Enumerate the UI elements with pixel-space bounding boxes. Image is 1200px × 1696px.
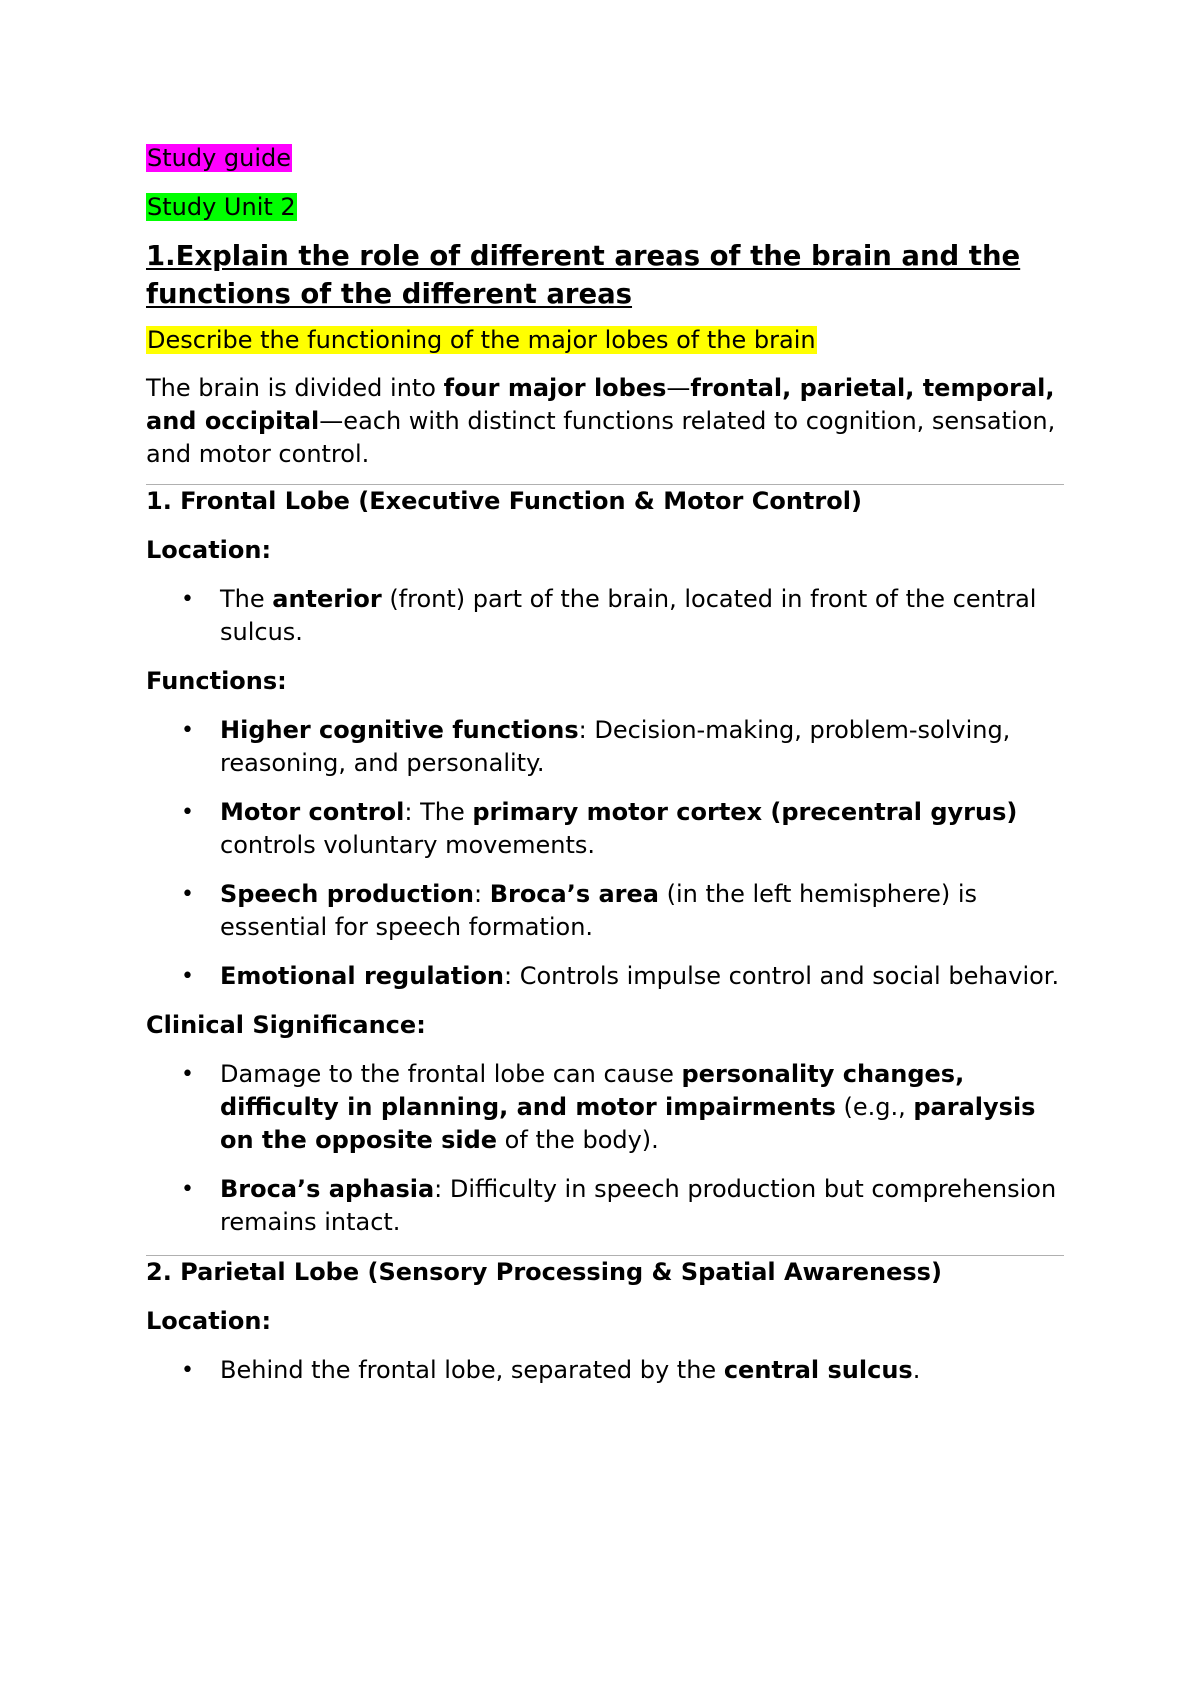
item-text: (e.g., — [835, 1093, 914, 1121]
frontal-lobe-title: 1. Frontal Lobe (Executive Function & Motor Control) — [146, 487, 862, 515]
item-text: Behind the frontal lobe, separated by the — [220, 1356, 724, 1384]
item-text: controls voluntary movements. — [220, 831, 596, 859]
bullet-icon: • — [181, 882, 194, 907]
frontal-functions-label: Functions: — [146, 667, 287, 695]
item-text: Damage to the frontal lobe can cause — [220, 1060, 682, 1088]
study-guide-highlight: Study guide — [147, 144, 292, 172]
item-text: (front) part of the brain, located in front of the central sulcus. — [220, 585, 1037, 646]
intro-text-3: —each with distinct functions related to cognition, sensation, and motor control. — [146, 407, 1056, 468]
list-item — [146, 796, 1064, 862]
item-text: : Controls impulse control and social behavior. — [504, 962, 1060, 990]
document-body — [146, 142, 1064, 1403]
frontal-location-list — [146, 583, 1064, 649]
study-unit-highlight: Study Unit 2 — [147, 193, 296, 221]
bullet-icon: • — [181, 718, 194, 743]
intro-text-2: — — [666, 374, 691, 402]
bullet-icon: • — [181, 1358, 194, 1383]
study-unit-label — [146, 191, 1064, 224]
item-text: : Decision-making, problem-solving, reasoning, and personality. — [220, 716, 1011, 777]
bullet-icon: • — [181, 1062, 194, 1087]
item-bold: paralysis on the opposite side — [220, 1093, 1036, 1154]
intro-bold-2: frontal, parietal, temporal, and occipital — [146, 374, 1055, 435]
parietal-location-label: Location: — [146, 1307, 272, 1335]
study-guide-label — [146, 142, 1064, 175]
item-bold: primary motor cortex (precentral gyrus) — [472, 798, 1018, 826]
list-item — [146, 1173, 1064, 1239]
item-text: : — [473, 880, 490, 908]
item-bold: Broca’s area — [489, 880, 659, 908]
main-heading-line1: 1.Explain the role of different areas of the brain and the — [146, 240, 1021, 272]
bullet-icon: • — [181, 964, 194, 989]
item-text: The — [220, 585, 273, 613]
list-item — [146, 583, 1064, 649]
main-heading — [146, 237, 1064, 313]
frontal-clinical-label: Clinical Significance: — [146, 1011, 426, 1039]
main-heading-line2: functions of the different areas — [146, 278, 633, 310]
item-bold: personality changes, difficulty in planning, and motor impairments — [220, 1060, 965, 1121]
item-bold: Motor control — [220, 798, 405, 826]
frontal-clinical-list — [146, 1058, 1064, 1239]
item-text: . — [912, 1356, 921, 1384]
describe-prompt-highlight: Describe the functioning of the major lobes of the brain — [147, 326, 816, 354]
item-bold: Higher cognitive functions — [220, 716, 579, 744]
intro-paragraph — [146, 372, 1064, 471]
item-text: of the body). — [497, 1126, 659, 1154]
bullet-icon: • — [181, 1177, 194, 1202]
item-bold: Speech production — [220, 880, 474, 908]
list-item — [146, 714, 1064, 780]
list-item — [146, 1058, 1064, 1157]
list-item — [146, 1354, 1064, 1387]
bullet-icon: • — [181, 800, 194, 825]
item-bold: Emotional regulation — [220, 962, 505, 990]
item-bold: Broca’s aphasia — [220, 1175, 435, 1203]
item-text: : The — [404, 798, 473, 826]
intro-text-1: The brain is divided into — [146, 374, 444, 402]
item-bold: central sulcus — [723, 1356, 913, 1384]
frontal-functions-list — [146, 714, 1064, 993]
describe-prompt — [146, 324, 1064, 357]
frontal-location-label: Location: — [146, 536, 272, 564]
parietal-location-list — [146, 1354, 1064, 1387]
intro-bold-1: four major lobes — [443, 374, 667, 402]
list-item — [146, 960, 1064, 993]
parietal-lobe-title: 2. Parietal Lobe (Sensory Processing & Spatial Awareness) — [146, 1258, 942, 1286]
list-item — [146, 878, 1064, 944]
bullet-icon: • — [181, 587, 194, 612]
item-bold: anterior — [272, 585, 382, 613]
item-text: (in the left hemisphere) is essential for speech formation. — [220, 880, 978, 941]
item-text: : Difficulty in speech production but comprehension remains intact. — [220, 1175, 1057, 1236]
